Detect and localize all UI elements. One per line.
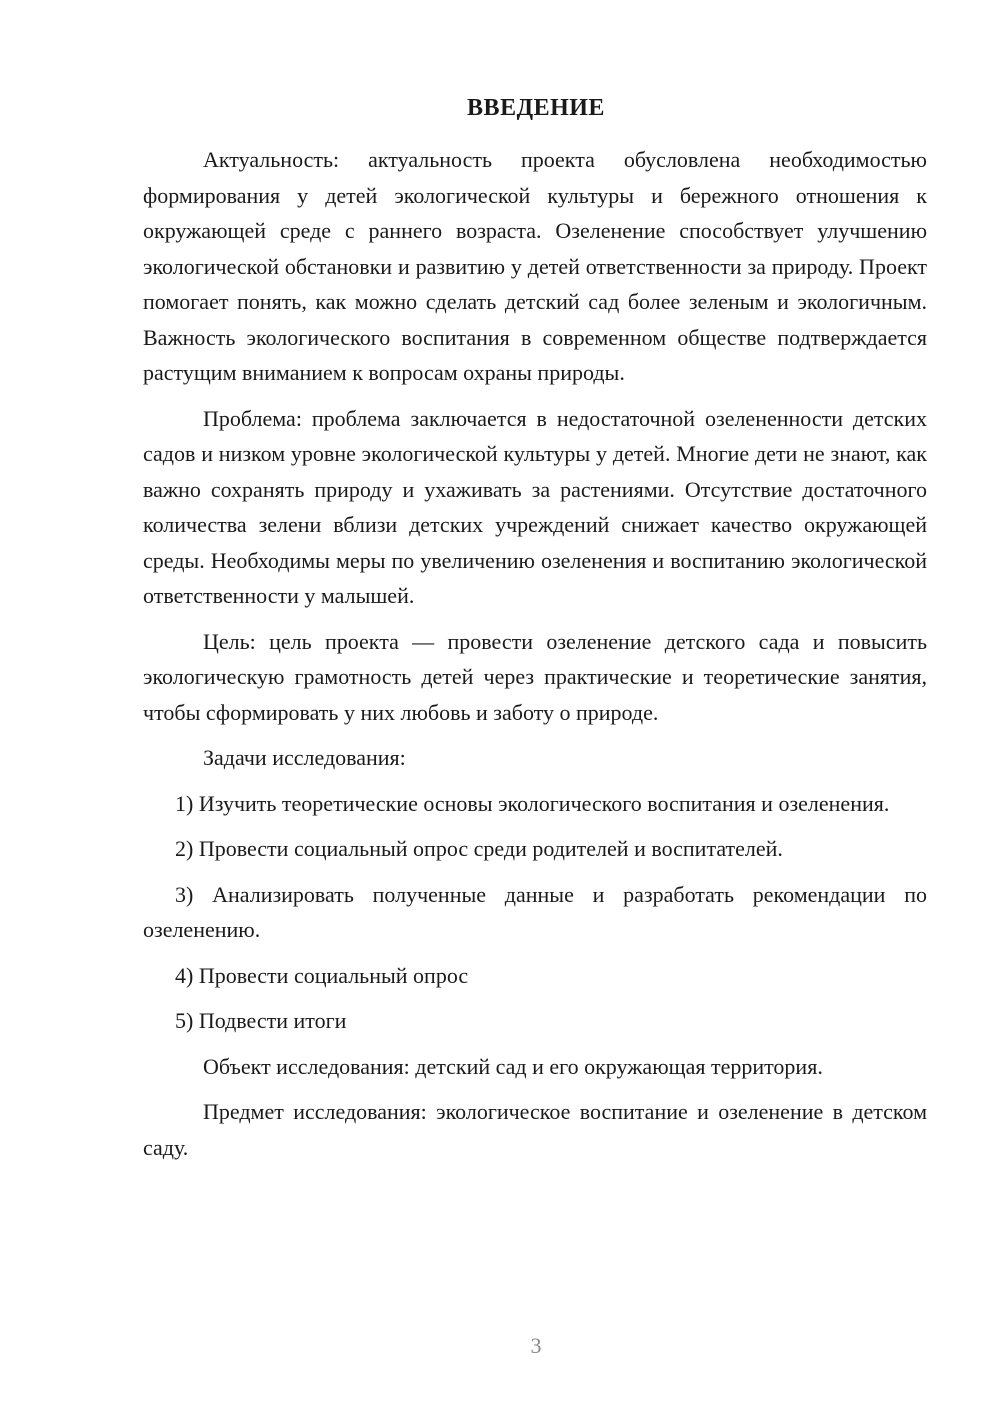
task-item-4: 4) Провести социальный опрос xyxy=(175,962,469,988)
tasks-heading: Задачи исследования: xyxy=(203,745,406,770)
paragraph-problem: Проблема: проблема заключается в недостаточной озелененности детских садов и низком уровне экологической культуры у детей. Многие дети не знают, как важно сохранять природу и ухаживать за растениями. Отсутствие достаточного количества зелени вблизи детских учреждений снижает качество окружающей среды. Необходимы меры по увеличению озеленения и воспитанию экологической ответственности у малышей. xyxy=(143,405,927,608)
task-item-1: 1) Изучить теоретические основы экологического воспитания и озеленения. xyxy=(175,790,890,816)
paragraph-relevance: Актуальность: актуальность проекта обусловлена необходимостью формирования у детей экологической культуры и бережного отношения к окружающей среде с раннего возраста. Озеленение способствует улучшению экологической обстановки и развитию у детей ответственности за природу. Проект помогает понять, как можно сделать детский сад более зеленым и экологичным. Важность экологического воспитания в современном обществе подтверждается растущим вниманием к вопросам охраны природы. xyxy=(143,147,927,385)
document-body xyxy=(143,142,927,1175)
task-item-3: 3) Анализировать полученные данные и разработать рекомендации по озеленению. xyxy=(143,881,927,942)
page-number: 3 xyxy=(530,1333,542,1358)
paragraph-goal: Цель: цель проекта — провести озеленение детского сада и повысить экологическую грамотность детей через практические и теоретические занятия, чтобы сформировать у них любовь и заботу о природе. xyxy=(143,628,927,725)
section-heading: ВВЕДЕНИЕ xyxy=(467,95,605,121)
task-item-2: 2) Провести социальный опрос среди родителей и воспитателей. xyxy=(175,836,783,861)
paragraph-object: Объект исследования: детский сад и его окружающая территория. xyxy=(203,1053,823,1079)
task-item-5: 5) Подвести итоги xyxy=(175,1008,347,1033)
paragraph-subject: Предмет исследования: экологическое воспитание и озеленение в детском саду. xyxy=(143,1099,927,1160)
